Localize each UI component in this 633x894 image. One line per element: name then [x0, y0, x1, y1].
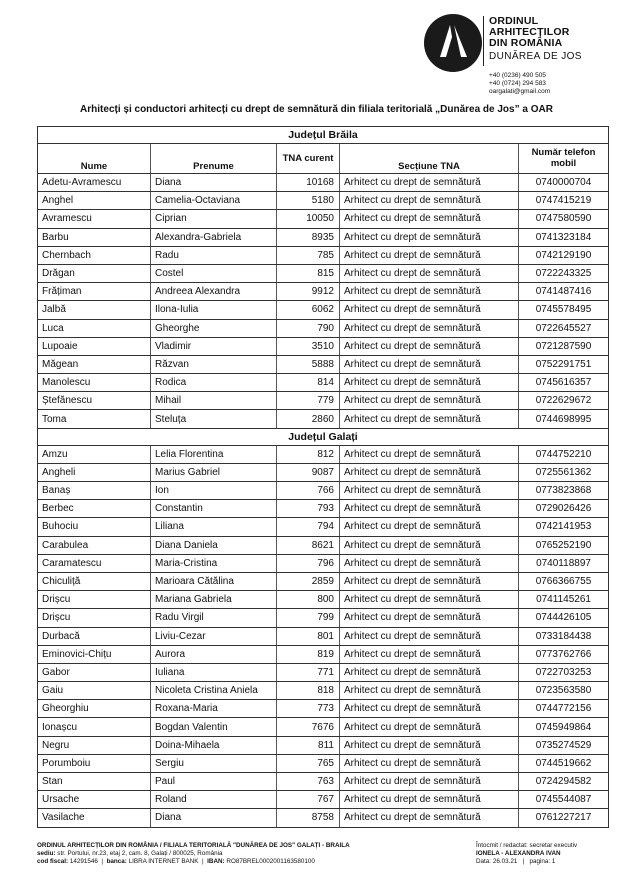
- cell-tna: 8935: [277, 228, 340, 246]
- table-row: [38, 264, 609, 282]
- table-row: [38, 518, 609, 536]
- cell-tna: 771: [277, 663, 340, 681]
- cell-telefon: 0745949864: [519, 718, 609, 736]
- table-header-row: [38, 144, 609, 174]
- cell-sectiune: Arhitect cu drept de semnătură: [340, 554, 519, 572]
- table-row: [38, 682, 609, 700]
- cell-telefon: 0741323184: [519, 228, 609, 246]
- cell-sectiune: Arhitect cu drept de semnătură: [340, 536, 519, 554]
- cell-sectiune: Arhitect cu drept de semnătură: [340, 754, 519, 772]
- table-row: [38, 210, 609, 228]
- cell-prenume: Doina-Mihaela: [151, 736, 277, 754]
- cell-tna: 793: [277, 500, 340, 518]
- cell-sectiune: Arhitect cu drept de semnătură: [340, 518, 519, 536]
- footer-org: ORDINUL ARHITECȚILOR DIN ROMÂNIA / FILIALA TERITORIALĂ "DUNĂREA DE JOS" GALAȚI - BRAILA: [37, 842, 350, 849]
- cell-prenume: Diana: [151, 809, 277, 827]
- cell-nume: Caramatescu: [38, 554, 151, 572]
- table-row: [38, 246, 609, 264]
- cell-tna: 790: [277, 319, 340, 337]
- cell-sectiune: Arhitect cu drept de semnătură: [340, 718, 519, 736]
- cell-prenume: Gheorghe: [151, 319, 277, 337]
- cell-telefon: 0729026426: [519, 500, 609, 518]
- county-row: [38, 127, 609, 144]
- cell-telefon: 0740000704: [519, 174, 609, 192]
- cell-telefon: 0744698995: [519, 410, 609, 428]
- table-row: [38, 700, 609, 718]
- document-title: Arhitecți și conductori arhitecți cu drept de semnătură din filiala teritorială „Dunărea de Jos” a OAR: [80, 104, 553, 115]
- org-name-block: [489, 16, 629, 63]
- org-line2: ARHITECȚILOR: [489, 26, 570, 38]
- banca-label: banca:: [106, 858, 127, 865]
- cell-sectiune: Arhitect cu drept de semnătură: [340, 773, 519, 791]
- cell-nume: Berbec: [38, 500, 151, 518]
- footer-date: 26.03.21: [492, 858, 518, 865]
- cell-tna: 814: [277, 374, 340, 392]
- banca: LIBRA INTERNET BANK: [128, 858, 199, 865]
- cell-nume: Gheorghiu: [38, 700, 151, 718]
- cell-telefon: 0741145261: [519, 591, 609, 609]
- table-row: [38, 645, 609, 663]
- cell-tna: 799: [277, 609, 340, 627]
- cell-nume: Carabulea: [38, 536, 151, 554]
- cell-prenume: Roland: [151, 791, 277, 809]
- cell-telefon: 0773762766: [519, 645, 609, 663]
- table-row: [38, 627, 609, 645]
- cell-prenume: Andreea Alexandra: [151, 283, 277, 301]
- cell-telefon: 0722645527: [519, 319, 609, 337]
- cell-tna: 8758: [277, 809, 340, 827]
- cell-telefon: 0741487416: [519, 283, 609, 301]
- cell-prenume: Bogdan Valentin: [151, 718, 277, 736]
- cell-nume: Stan: [38, 773, 151, 791]
- county-label: Județul Brăila: [38, 127, 609, 144]
- cell-sectiune: Arhitect cu drept de semnătură: [340, 319, 519, 337]
- table-row: [38, 392, 609, 410]
- cell-tna: 10050: [277, 210, 340, 228]
- cell-prenume: Marius Gabriel: [151, 463, 277, 481]
- cell-nume: Frățiman: [38, 283, 151, 301]
- cell-tna: 10168: [277, 174, 340, 192]
- cell-telefon: 0744752210: [519, 445, 609, 463]
- cell-prenume: Radu Virgil: [151, 609, 277, 627]
- cell-telefon: 0766366755: [519, 572, 609, 590]
- cell-prenume: Steluța: [151, 410, 277, 428]
- col-telefon: Număr telefon mobil: [519, 144, 609, 174]
- cell-prenume: Aurora: [151, 645, 277, 663]
- org-line3: DIN ROMÂNIA: [489, 37, 563, 49]
- cell-telefon: 0745616357: [519, 374, 609, 392]
- table-row: [38, 536, 609, 554]
- cell-sectiune: Arhitect cu drept de semnătură: [340, 463, 519, 481]
- cell-sectiune: Arhitect cu drept de semnătură: [340, 627, 519, 645]
- cell-prenume: Mihail: [151, 392, 277, 410]
- cell-nume: Amzu: [38, 445, 151, 463]
- cell-nume: Angheli: [38, 463, 151, 481]
- cell-telefon: 0735274529: [519, 736, 609, 754]
- cell-tna: 794: [277, 518, 340, 536]
- cell-nume: Banaș: [38, 482, 151, 500]
- cell-sectiune: Arhitect cu drept de semnătură: [340, 700, 519, 718]
- cell-nume: Ursache: [38, 791, 151, 809]
- cell-nume: Drișcu: [38, 591, 151, 609]
- cell-telefon: 0765252190: [519, 536, 609, 554]
- cell-prenume: Diana: [151, 174, 277, 192]
- cell-tna: 818: [277, 682, 340, 700]
- cell-prenume: Roxana-Maria: [151, 700, 277, 718]
- cell-tna: 767: [277, 791, 340, 809]
- cell-prenume: Camelia-Octaviana: [151, 192, 277, 210]
- cell-sectiune: Arhitect cu drept de semnătură: [340, 192, 519, 210]
- cod-fiscal: 14291546: [69, 858, 98, 865]
- table-row: [38, 754, 609, 772]
- cell-telefon: 0723563580: [519, 682, 609, 700]
- table-row: [38, 337, 609, 355]
- oar-logo-icon: [423, 13, 483, 73]
- cell-prenume: Maria-Cristina: [151, 554, 277, 572]
- table-row: [38, 554, 609, 572]
- table-row: [38, 718, 609, 736]
- table-row: [38, 319, 609, 337]
- cell-tna: 773: [277, 700, 340, 718]
- table-row: [38, 374, 609, 392]
- cell-prenume: Mariana Gabriela: [151, 591, 277, 609]
- cell-nume: Ștefănescu: [38, 392, 151, 410]
- table-row: [38, 283, 609, 301]
- cell-prenume: Paul: [151, 773, 277, 791]
- cell-nume: Lupoaie: [38, 337, 151, 355]
- cell-prenume: Liviu-Cezar: [151, 627, 277, 645]
- cell-nume: Avramescu: [38, 210, 151, 228]
- table-row: [38, 174, 609, 192]
- cell-sectiune: Arhitect cu drept de semnătură: [340, 736, 519, 754]
- cell-prenume: Liliana: [151, 518, 277, 536]
- cell-tna: 6062: [277, 301, 340, 319]
- cell-prenume: Nicoleta Cristina Aniela: [151, 682, 277, 700]
- county-label: Județul Galați: [38, 428, 609, 445]
- cell-sectiune: Arhitect cu drept de semnătură: [340, 228, 519, 246]
- phone1: +40 (0236) 490 505: [489, 72, 546, 79]
- cell-tna: 2860: [277, 410, 340, 428]
- cell-prenume: Rodica: [151, 374, 277, 392]
- table-row: [38, 355, 609, 373]
- table-row: [38, 410, 609, 428]
- cell-telefon: 0752291751: [519, 355, 609, 373]
- cell-tna: 766: [277, 482, 340, 500]
- table-row: [38, 301, 609, 319]
- cell-nume: Luca: [38, 319, 151, 337]
- cell-tna: 801: [277, 627, 340, 645]
- table-row: [38, 463, 609, 481]
- cell-tna: 9087: [277, 463, 340, 481]
- cell-telefon: 0761227217: [519, 809, 609, 827]
- cell-telefon: 0725561362: [519, 463, 609, 481]
- cell-nume: Gaiu: [38, 682, 151, 700]
- cell-tna: 763: [277, 773, 340, 791]
- table-row: [38, 736, 609, 754]
- cell-tna: 5180: [277, 192, 340, 210]
- cell-tna: 5888: [277, 355, 340, 373]
- table-row: [38, 809, 609, 827]
- cell-sectiune: Arhitect cu drept de semnătură: [340, 174, 519, 192]
- email: oargalati@gmail.com: [489, 88, 551, 95]
- cell-sectiune: Arhitect cu drept de semnătură: [340, 283, 519, 301]
- table-row: [38, 609, 609, 627]
- cell-telefon: 0773823868: [519, 482, 609, 500]
- cell-nume: Buhociu: [38, 518, 151, 536]
- cell-telefon: 0722243325: [519, 264, 609, 282]
- cell-nume: Drișcu: [38, 609, 151, 627]
- cell-telefon: 0733184438: [519, 627, 609, 645]
- cell-nume: Eminovici-Chițu: [38, 645, 151, 663]
- cell-sectiune: Arhitect cu drept de semnătură: [340, 500, 519, 518]
- cell-nume: Porumboiu: [38, 754, 151, 772]
- cell-prenume: Vladimir: [151, 337, 277, 355]
- cell-tna: 2859: [277, 572, 340, 590]
- cell-nume: Ionașcu: [38, 718, 151, 736]
- cell-prenume: Marioara Cătălina: [151, 572, 277, 590]
- table-row: [38, 482, 609, 500]
- table-row: [38, 591, 609, 609]
- cell-sectiune: Arhitect cu drept de semnătură: [340, 337, 519, 355]
- cell-sectiune: Arhitect cu drept de semnătură: [340, 591, 519, 609]
- cell-nume: Anghel: [38, 192, 151, 210]
- table-row: [38, 791, 609, 809]
- cell-tna: 815: [277, 264, 340, 282]
- cell-sectiune: Arhitect cu drept de semnătură: [340, 791, 519, 809]
- cell-telefon: 0745544087: [519, 791, 609, 809]
- col-prenume: Prenume: [151, 144, 277, 174]
- date-label: Data:: [476, 858, 492, 865]
- cell-sectiune: Arhitect cu drept de semnătură: [340, 301, 519, 319]
- cell-sectiune: Arhitect cu drept de semnătură: [340, 264, 519, 282]
- table-row: [38, 773, 609, 791]
- iban-label: IBAN:: [207, 858, 225, 865]
- cell-tna: 9912: [277, 283, 340, 301]
- cell-sectiune: Arhitect cu drept de semnătură: [340, 374, 519, 392]
- cell-telefon: 0745578495: [519, 301, 609, 319]
- cell-nume: Chiculiță: [38, 572, 151, 590]
- table-row: [38, 663, 609, 681]
- cell-prenume: Lelia Florentina: [151, 445, 277, 463]
- org-line1: ORDINUL: [489, 15, 539, 27]
- phone2: +40 (0724) 294 583: [489, 80, 546, 87]
- cell-prenume: Costel: [151, 264, 277, 282]
- cell-nume: Manolescu: [38, 374, 151, 392]
- footer-left: ORDINUL ARHITECȚILOR DIN ROMÂNIA / FILIALA TERITORIALĂ "DUNĂREA DE JOS" GALAȚI - BRAILA sediu: str. Portului, nr.23, etaj 2, cam. 8, Galați / 800025, România cod fiscal: 14291546 | banca: LIBRA INTERNET BANK | IBAN: RO87BREL0002001163580100: [37, 842, 350, 865]
- cell-nume: Barbu: [38, 228, 151, 246]
- architects-table: [37, 126, 609, 828]
- cell-telefon: 0747415219: [519, 192, 609, 210]
- cell-tna: 7676: [277, 718, 340, 736]
- cell-telefon: 0744519662: [519, 754, 609, 772]
- cell-tna: 812: [277, 445, 340, 463]
- cell-prenume: Constantin: [151, 500, 277, 518]
- page-label: pagina:: [529, 858, 551, 865]
- cell-sectiune: Arhitect cu drept de semnătură: [340, 682, 519, 700]
- cell-sectiune: Arhitect cu drept de semnătură: [340, 482, 519, 500]
- table-row: [38, 228, 609, 246]
- sediu-label: sediu:: [37, 850, 56, 857]
- table-row: [38, 445, 609, 463]
- table-row: [38, 192, 609, 210]
- cod-label: cod fiscal:: [37, 858, 69, 865]
- cell-nume: Jalbă: [38, 301, 151, 319]
- county-row: [38, 428, 609, 445]
- footer-author: IONELA - ALEXANDRA IVAN: [476, 850, 561, 857]
- cell-tna: 800: [277, 591, 340, 609]
- cell-telefon: 0722629672: [519, 392, 609, 410]
- cell-telefon: 0742141953: [519, 518, 609, 536]
- cell-nume: Negru: [38, 736, 151, 754]
- cell-telefon: 0740118897: [519, 554, 609, 572]
- cell-nume: Drăgan: [38, 264, 151, 282]
- cell-sectiune: Arhitect cu drept de semnătură: [340, 210, 519, 228]
- cell-sectiune: Arhitect cu drept de semnătură: [340, 392, 519, 410]
- cell-prenume: Ciprian: [151, 210, 277, 228]
- footer-redactat: Întocmit / redactat: secretar executiv: [476, 842, 578, 849]
- cell-sectiune: Arhitect cu drept de semnătură: [340, 410, 519, 428]
- cell-telefon: 0722703253: [519, 663, 609, 681]
- cell-sectiune: Arhitect cu drept de semnătură: [340, 609, 519, 627]
- col-tna: TNA curent: [277, 144, 340, 174]
- page-number: 1: [551, 858, 556, 865]
- cell-prenume: Sergiu: [151, 754, 277, 772]
- cell-telefon: 0747580590: [519, 210, 609, 228]
- cell-prenume: Ilona-Iulia: [151, 301, 277, 319]
- cell-nume: Toma: [38, 410, 151, 428]
- cell-sectiune: Arhitect cu drept de semnătură: [340, 445, 519, 463]
- cell-nume: Vasilache: [38, 809, 151, 827]
- cell-prenume: Răzvan: [151, 355, 277, 373]
- cell-prenume: Iuliana: [151, 663, 277, 681]
- footer-right: Întocmit / redactat: secretar executiv IONELA - ALEXANDRA IVAN Data: 26.03.21 | pagina: 1: [476, 842, 616, 866]
- cell-nume: Măgean: [38, 355, 151, 373]
- cell-sectiune: Arhitect cu drept de semnătură: [340, 572, 519, 590]
- cell-telefon: 0742129190: [519, 246, 609, 264]
- cell-tna: 811: [277, 736, 340, 754]
- cell-nume: Adetu-Avramescu: [38, 174, 151, 192]
- cell-nume: Gabor: [38, 663, 151, 681]
- sediu: str. Portului, nr.23, etaj 2, cam. 8, Galați / 800025, România: [57, 850, 223, 857]
- cell-sectiune: Arhitect cu drept de semnătură: [340, 663, 519, 681]
- cell-telefon: 0744772156: [519, 700, 609, 718]
- col-sectiune: Secțiune TNA: [340, 144, 519, 174]
- cell-prenume: Radu: [151, 246, 277, 264]
- cell-prenume: Ion: [151, 482, 277, 500]
- cell-sectiune: Arhitect cu drept de semnătură: [340, 355, 519, 373]
- cell-prenume: Diana Daniela: [151, 536, 277, 554]
- cell-tna: 8621: [277, 536, 340, 554]
- cell-tna: 3510: [277, 337, 340, 355]
- contact-block: [489, 72, 550, 96]
- cell-tna: 796: [277, 554, 340, 572]
- cell-nume: Chernbach: [38, 246, 151, 264]
- cell-sectiune: Arhitect cu drept de semnătură: [340, 809, 519, 827]
- org-line4: DUNĂREA DE JOS: [489, 51, 582, 62]
- cell-tna: 819: [277, 645, 340, 663]
- cell-tna: 785: [277, 246, 340, 264]
- cell-sectiune: Arhitect cu drept de semnătură: [340, 645, 519, 663]
- cell-telefon: 0744426105: [519, 609, 609, 627]
- col-nume: Nume: [38, 144, 151, 174]
- cell-tna: 779: [277, 392, 340, 410]
- cell-sectiune: Arhitect cu drept de semnătură: [340, 246, 519, 264]
- iban: RO87BREL0002001163580100: [226, 858, 315, 865]
- cell-telefon: 0721287590: [519, 337, 609, 355]
- cell-telefon: 0724294582: [519, 773, 609, 791]
- cell-tna: 765: [277, 754, 340, 772]
- cell-prenume: Alexandra-Gabriela: [151, 228, 277, 246]
- table-row: [38, 500, 609, 518]
- table-row: [38, 572, 609, 590]
- cell-nume: Durbacă: [38, 627, 151, 645]
